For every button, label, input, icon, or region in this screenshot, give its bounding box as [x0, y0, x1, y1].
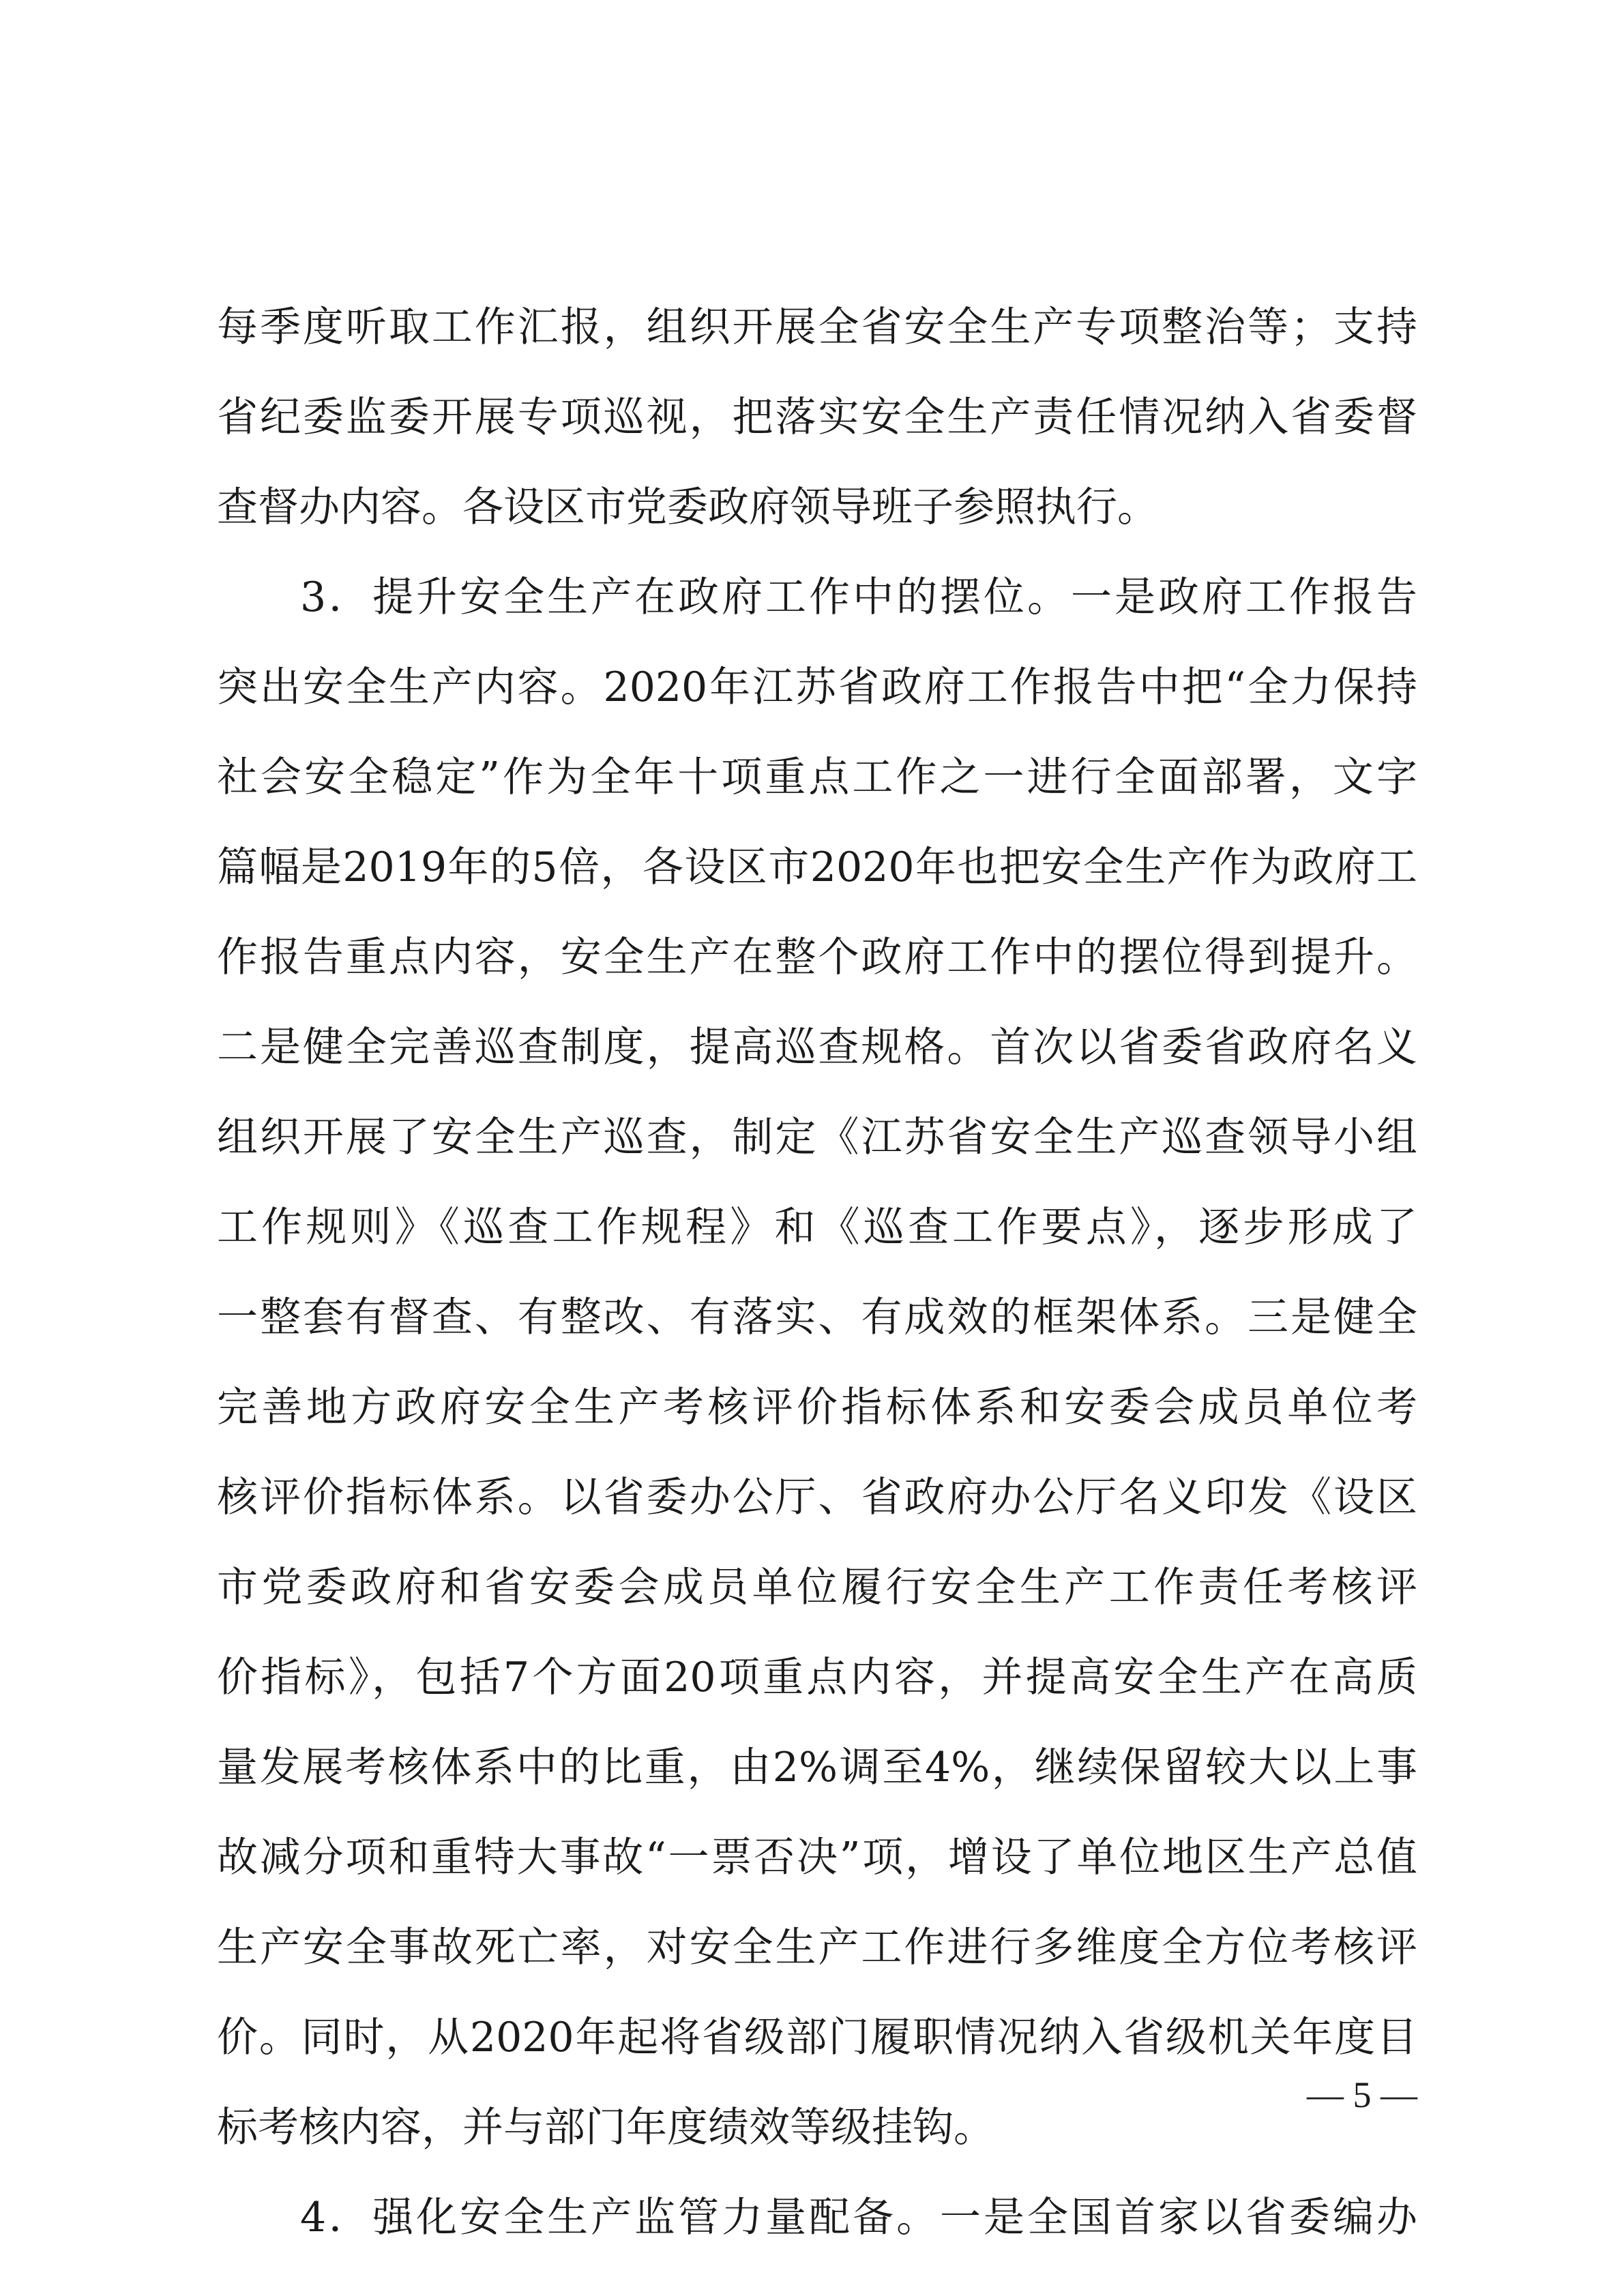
text-line: 二是健全完善巡查制度，提高巡查规格。首次以省委省政府名义 [217, 1024, 1417, 1071]
page-number: — 5 — [1307, 2074, 1417, 2115]
text-line: 市党委政府和省安委会成员单位履行安全生产工作责任考核评 [217, 1564, 1417, 1611]
text-line: 量发展考核体系中的比重，由2%调至4%，继续保留较大以上事 [217, 1744, 1417, 1791]
text-line: 故减分项和重特大事故“一票否决”项，增设了单位地区生产总值 [217, 1834, 1417, 1881]
text-line: 省纪委监委开展专项巡视，把落实安全生产责任情况纳入省委督 [217, 393, 1417, 441]
text-line: 篇幅是2019年的5倍，各设区市2020年也把安全生产作为政府工 [217, 844, 1417, 891]
text-line: 组织开展了安全生产巡查，制定《江苏省安全生产巡查领导小组 [217, 1114, 1417, 1161]
text-line: 完善地方政府安全生产考核评价指标体系和安委会成员单位考 [217, 1384, 1417, 1431]
text-line: 4．强化安全生产监管力量配备。一是全国首家以省委编办 [300, 2194, 1417, 2241]
text-line: 3．提升安全生产在政府工作中的摆位。一是政府工作报告 [300, 573, 1417, 621]
text-line: 价指标》，包括7个方面20项重点内容，并提高安全生产在高质 [217, 1654, 1417, 1701]
text-line: 工作规则》《巡查工作规程》和《巡查工作要点》，逐步形成了 [217, 1204, 1417, 1251]
text-line: 一整套有督查、有整改、有落实、有成效的框架体系。三是健全 [217, 1294, 1417, 1341]
text-line: 作报告重点内容，安全生产在整个政府工作中的摆位得到提升。 [217, 934, 1417, 981]
text-line: 查督办内容。各设区市党委政府领导班子参照执行。 [217, 483, 1158, 531]
text-line: 社会安全稳定”作为全年十项重点工作之一进行全面部署，文字 [217, 754, 1417, 801]
text-line: 价。同时，从2020年起将省级部门履职情况纳入省级机关年度目 [217, 2014, 1417, 2061]
text-line: 核评价指标体系。以省委办公厅、省政府办公厅名义印发《设区 [217, 1474, 1417, 1521]
body-text [217, 282, 1417, 2263]
text-line: 突出安全生产内容。2020年江苏省政府工作报告中把“全力保持 [217, 664, 1417, 711]
text-line: 标考核内容，并与部门年度绩效等级挂钩。 [217, 2104, 994, 2151]
text-line: 生产安全事故死亡率，对安全生产工作进行多维度全方位考核评 [217, 1924, 1417, 1971]
text-line: 每季度听取工作汇报，组织开展全省安全生产专项整治等；支持 [217, 303, 1417, 351]
